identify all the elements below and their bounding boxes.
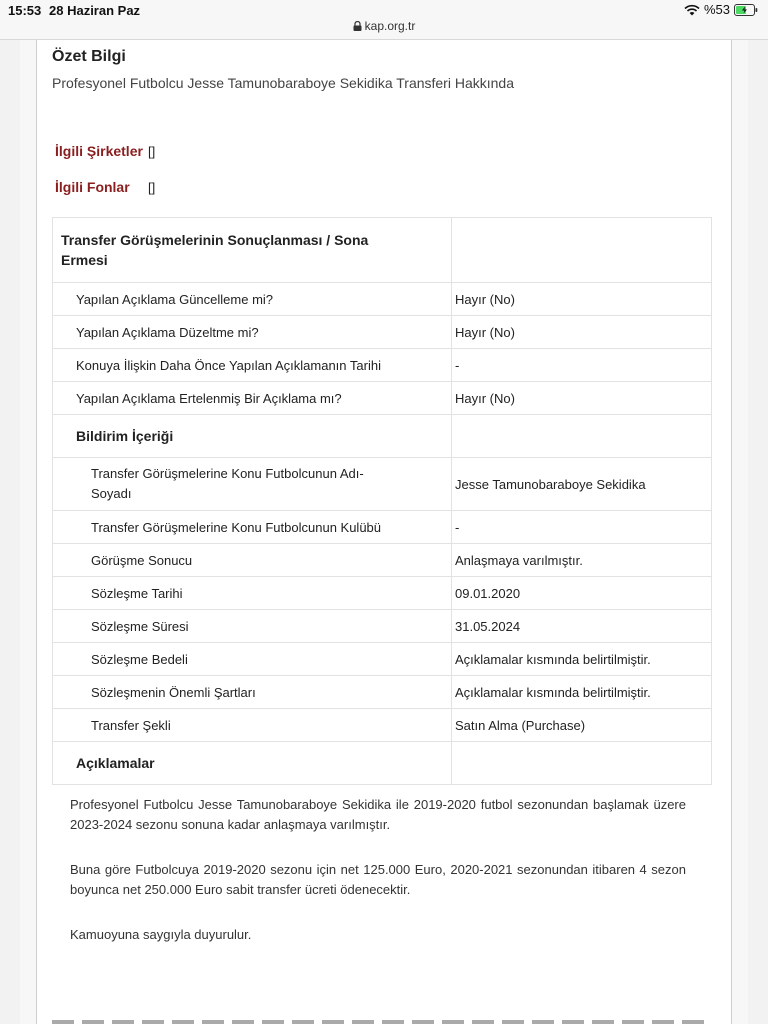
row-value: Anlaşmaya varılmıştır. [452, 544, 712, 577]
related-funds-link[interactable]: İlgili Fonlar [55, 179, 130, 195]
table-row [53, 676, 712, 709]
disclosure-card [36, 40, 732, 1024]
table-row [53, 458, 712, 511]
row-label: Konuya İlişkin Daha Önce Yapılan Açıklamanın Tarihi [53, 349, 452, 382]
cut-off-text-line [52, 1020, 712, 1024]
row-label: Sözleşme Tarihi [53, 577, 452, 610]
lock-icon [353, 21, 362, 31]
explanation-paragraph: Kamuoyuna saygıyla duyurulur. [70, 927, 252, 942]
explanation-paragraph: Profesyonel Futbolcu Jesse Tamunobaraboye Sekidika ile 2019-2020 futbol sezonundan başlamak üzere 2023-2024 sezonu sonuna kadar anlaşmaya varılmıştır. [70, 797, 686, 832]
row-label: Yapılan Açıklama Düzeltme mi? [53, 316, 452, 349]
explanation-paragraph: Buna göre Futbolcuya 2019-2020 sezonu için net 125.000 Euro, 2020-2021 sezonundan itibaren 4 sezon boyunca net 250.000 Euro sabit transfer ücreti ödenecektir. [70, 862, 686, 897]
section-title: Transfer Görüşmelerinin Sonuçlanması / Sona Ermesi [53, 218, 452, 283]
related-companies-value: [] [148, 144, 156, 159]
table-subsection-row [53, 742, 712, 785]
related-funds-value: [] [148, 180, 156, 195]
notification-content-title: Bildirim İçeriği [53, 415, 452, 458]
disclosure-table [52, 217, 712, 785]
status-date: 28 Haziran Paz [49, 3, 141, 18]
related-companies-link[interactable]: İlgili Şirketler [55, 143, 143, 159]
table-row [53, 610, 712, 643]
status-indicators [684, 2, 758, 17]
subsection-empty [452, 742, 712, 785]
table-row [53, 544, 712, 577]
subsection-empty [452, 415, 712, 458]
row-value: Açıklamalar kısmında belirtilmiştir. [452, 643, 712, 676]
row-label: Transfer Görüşmelerine Konu Futbolcunun Kulübü [53, 511, 452, 544]
row-value: Satın Alma (Purchase) [452, 709, 712, 742]
status-time: 15:53 [8, 3, 42, 18]
table-row [53, 643, 712, 676]
row-value: Açıklamalar kısmında belirtilmiştir. [452, 676, 712, 709]
page-background [20, 40, 748, 1024]
row-label: Yapılan Açıklama Ertelenmiş Bir Açıklama mı? [53, 382, 452, 415]
row-value: - [452, 349, 712, 382]
row-label: Transfer Şekli [53, 709, 452, 742]
row-label: Sözleşmenin Önemli Şartları [53, 676, 452, 709]
table-row [53, 283, 712, 316]
summary-subject: Profesyonel Futbolcu Jesse Tamunobaraboye Sekidika Transferi Hakkında [52, 75, 514, 91]
table-section-row [53, 218, 712, 283]
wifi-icon [684, 4, 700, 16]
url-text: kap.org.tr [364, 19, 416, 33]
table-row [53, 511, 712, 544]
table-row [53, 709, 712, 742]
row-value: 31.05.2024 [452, 610, 712, 643]
row-value: Hayır (No) [452, 283, 712, 316]
address-bar[interactable] [0, 19, 768, 33]
battery-icon [734, 4, 758, 16]
explanations-title: Açıklamalar [53, 742, 452, 785]
row-value: Hayır (No) [452, 382, 712, 415]
table-subsection-row [53, 415, 712, 458]
row-value: Jesse Tamunobaraboye Sekidika [452, 458, 712, 511]
row-label: Yapılan Açıklama Güncelleme mi? [53, 283, 452, 316]
table-row [53, 316, 712, 349]
row-label: Sözleşme Süresi [53, 610, 452, 643]
battery-percent: %53 [703, 2, 730, 17]
section-title-empty [452, 218, 712, 283]
row-label: Sözleşme Bedeli [53, 643, 452, 676]
row-label: Transfer Görüşmelerine Konu Futbolcunun Adı-Soyadı [53, 458, 452, 511]
table-row [53, 577, 712, 610]
summary-heading: Özet Bilgi [52, 48, 126, 65]
status-bar [0, 0, 768, 40]
row-value: - [452, 511, 712, 544]
row-value: Hayır (No) [452, 316, 712, 349]
row-label: Görüşme Sonucu [53, 544, 452, 577]
table-row [53, 349, 712, 382]
table-row [53, 382, 712, 415]
row-value: 09.01.2020 [452, 577, 712, 610]
